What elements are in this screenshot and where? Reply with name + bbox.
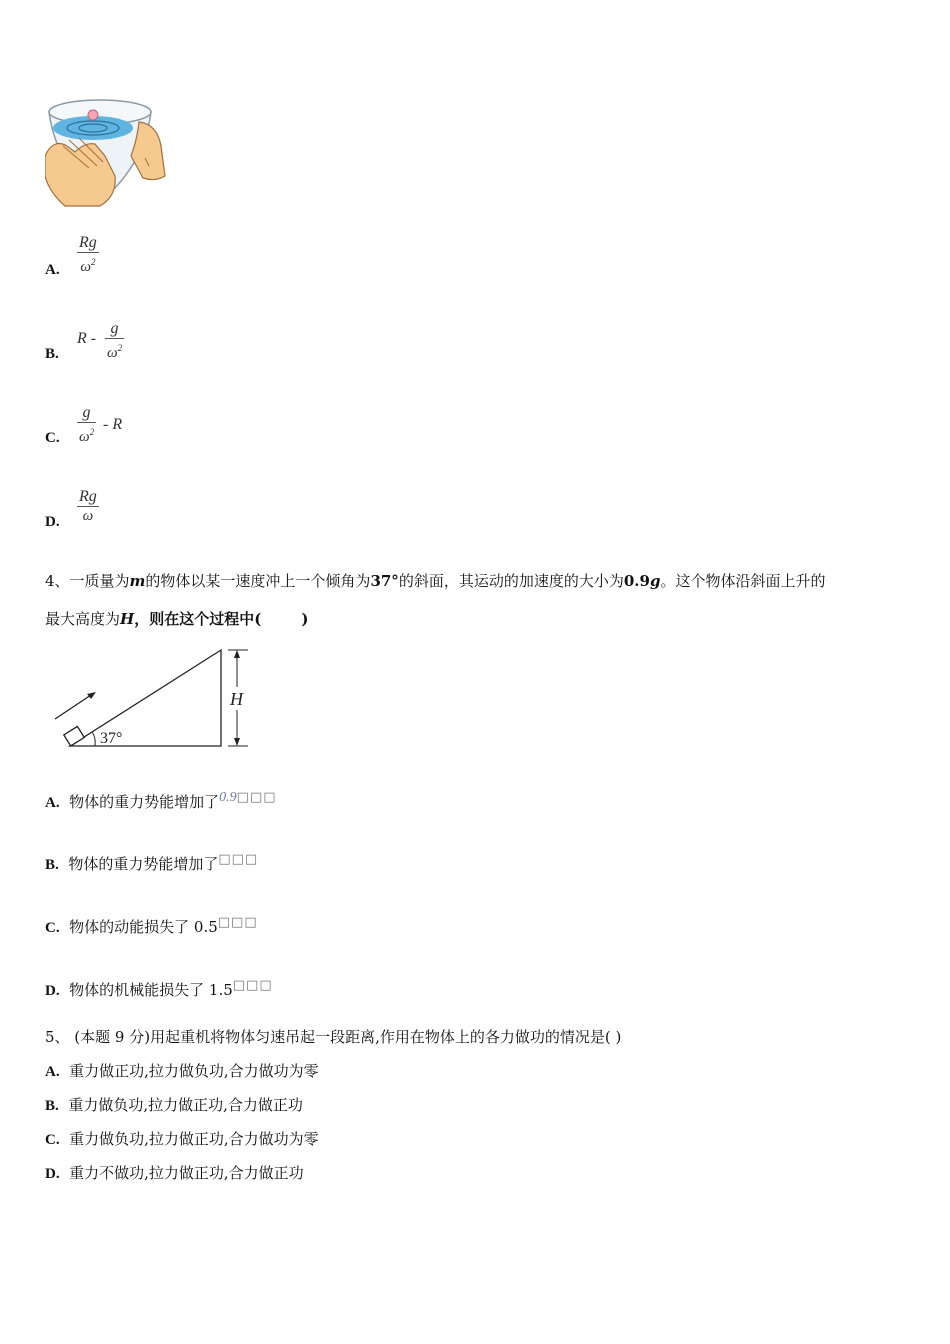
bowl-hands-illustration	[45, 96, 167, 208]
q5-option-a[interactable]: A. 重力做正功,拉力做负功,合力做功为零	[45, 1062, 319, 1080]
fraction: g $\omega^2$	[79, 404, 95, 445]
incline-figure	[50, 645, 260, 753]
fraction: g $\omega^2$	[107, 320, 123, 361]
fraction: Rg ω	[79, 488, 97, 524]
height-label: H	[230, 689, 243, 709]
angle-label: 37°	[100, 730, 123, 747]
q5-option-d[interactable]: D. 重力不做功,拉力做正功,合力做正功	[45, 1164, 304, 1182]
q4-stem-line2: 最大高度为H，则在这个过程中( )	[45, 610, 309, 628]
q4-option-b[interactable]: B. 物体的重力势能增加了□□□	[45, 852, 259, 873]
q5-option-c[interactable]: C. 重力做负功,拉力做正功,合力做功为零	[45, 1130, 319, 1148]
q4-option-c[interactable]: C. 物体的动能损失了 0.5□□□	[45, 915, 258, 936]
q4-stem-line1: 4、一质量为m的物体以某一速度冲上一个倾角为37°的斜面，其运动的加速度的大小为0.9g。这个物体沿斜面上升的	[45, 572, 826, 590]
q4-option-a[interactable]: A. 物体的重力势能增加了0.9□□□	[45, 790, 277, 811]
q5-option-b[interactable]: B. 重力做负功,拉力做正功,合力做正功	[45, 1096, 303, 1114]
q5-stem: 5、 (本题 9 分)用起重机将物体匀速吊起一段距离,作用在物体上的各力做功的情况是( )	[45, 1028, 622, 1046]
q4-option-d[interactable]: D. 物体的机械能损失了 1.5□□□	[45, 978, 273, 999]
fraction: Rg $\omega^2$	[79, 234, 97, 275]
